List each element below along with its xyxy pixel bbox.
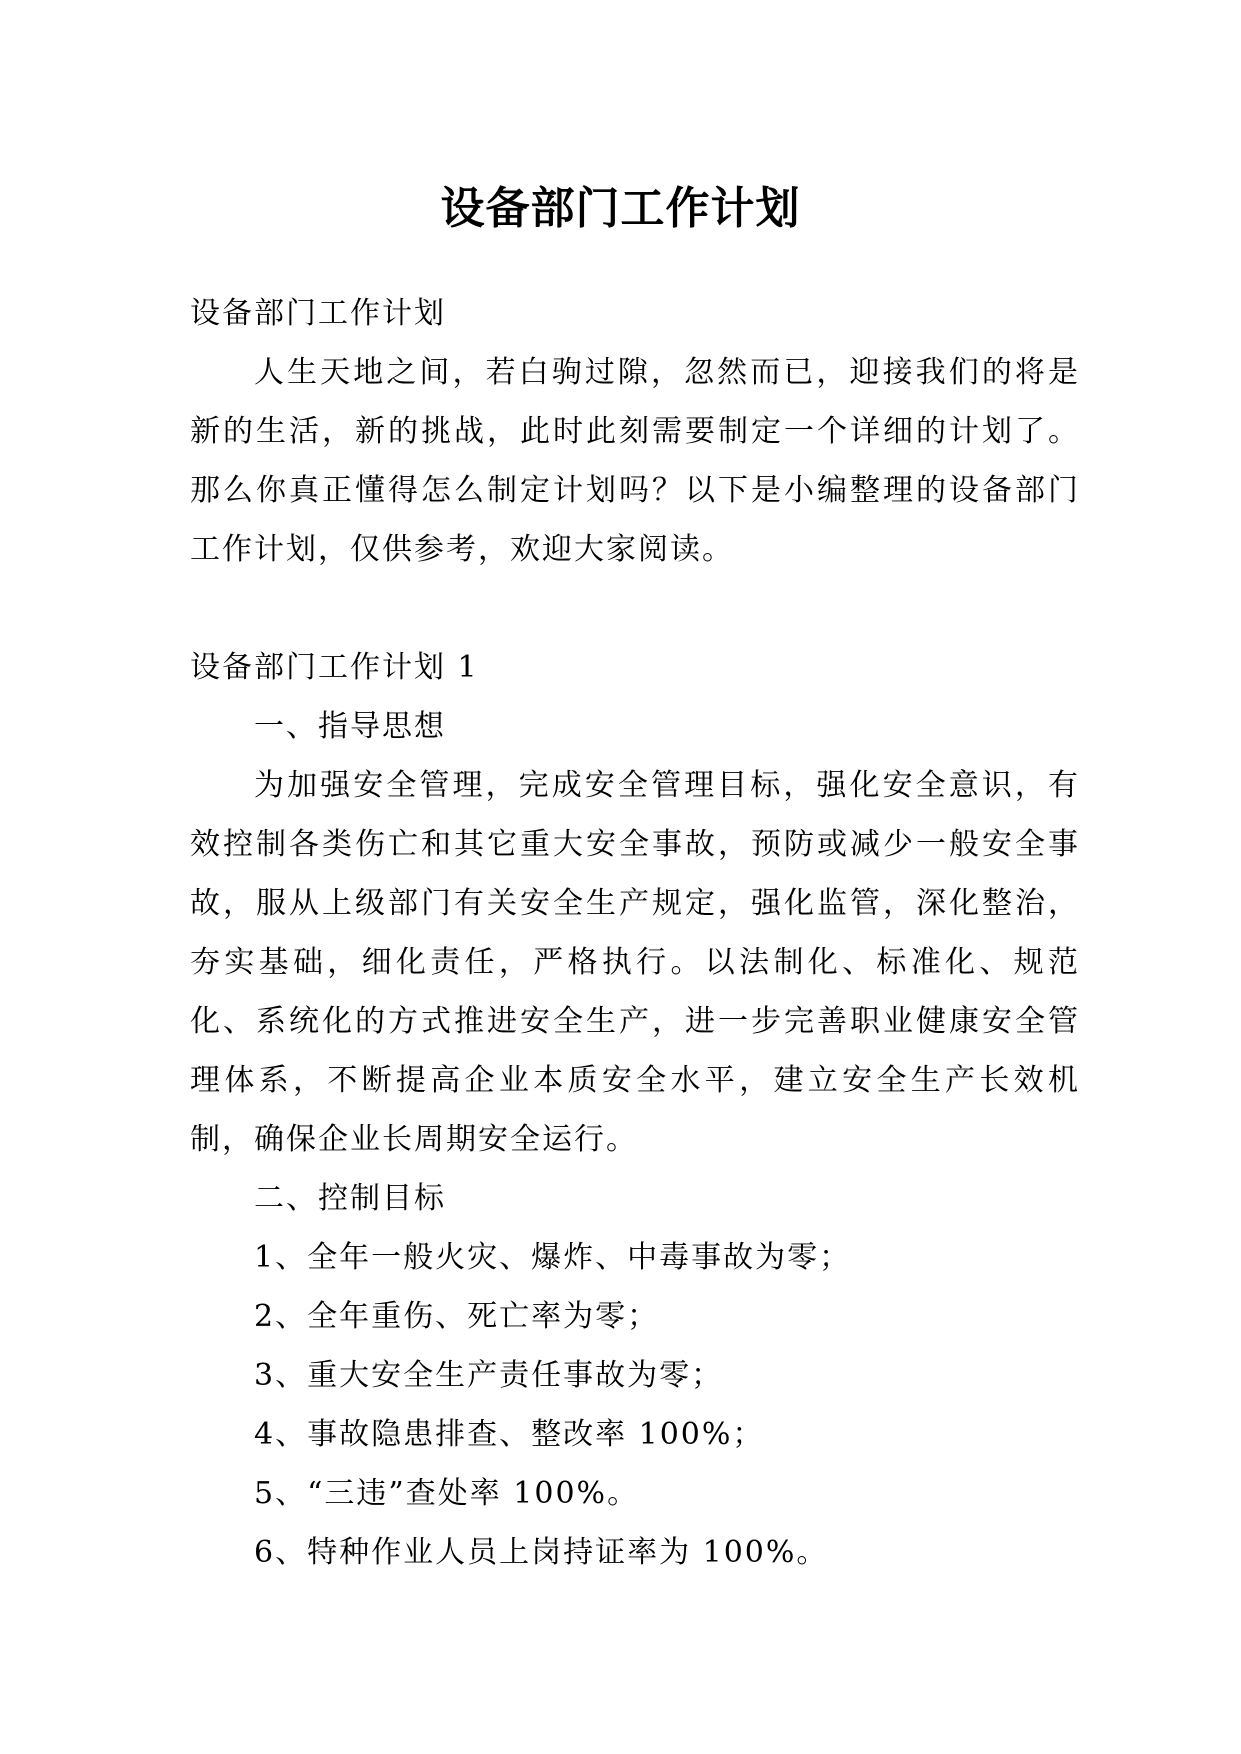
goal-list-item: 5、“三违”查处率 100%。 [254, 1476, 640, 1511]
guiding-ideology-paragraph: 为加强安全管理，完成安全管理目标，强化安全意识，有效控制各类伤亡和其它重大安全事故，预防或减少一般安全事故，服从上级部门有关安全生产规定，强化监管，深化整治，夯实基础，细化责任，严格执行。以法制化、标准化、规范化、系统化的方式推进安全生产，进一步完善职业健康安全管理体系，不断提高企业本质安全水平，建立安全生产长效机制，确保企业长周期安全运行。 [190, 768, 1080, 1157]
document-title: 设备部门工作计划 [440, 183, 801, 235]
goal-list-item: 1、全年一般火灾、爆炸、中毒事故为零； [254, 1240, 852, 1275]
intro-heading: 设备部门工作计划 [190, 296, 446, 331]
paragraph-spacer [190, 579, 1080, 638]
goal-list-item: 3、重大安全生产责任事故为零； [254, 1358, 724, 1393]
goal-list-item: 6、特种作业人员上岗持证率为 100%。 [254, 1535, 829, 1570]
section-heading: 设备部门工作计划 1 [190, 650, 479, 685]
goal-list-item: 4、事故隐患排查、整改率 100%； [254, 1417, 765, 1452]
subsection-heading-control-targets: 二、控制目标 [254, 1181, 446, 1216]
document-body [190, 284, 1080, 1582]
intro-paragraph: 人生天地之间，若白驹过隙，忽然而已，迎接我们的将是新的生活，新的挑战，此时此刻需要制定一个详细的计划了。那么你真正懂得怎么制定计划吗？以下是小编整理的设备部门工作计划，仅供参考，欢迎大家阅读。 [190, 355, 1080, 567]
subsection-heading-guiding-ideology: 一、指导思想 [254, 709, 446, 744]
goal-list-item: 2、全年重伤、死亡率为零； [254, 1299, 660, 1334]
